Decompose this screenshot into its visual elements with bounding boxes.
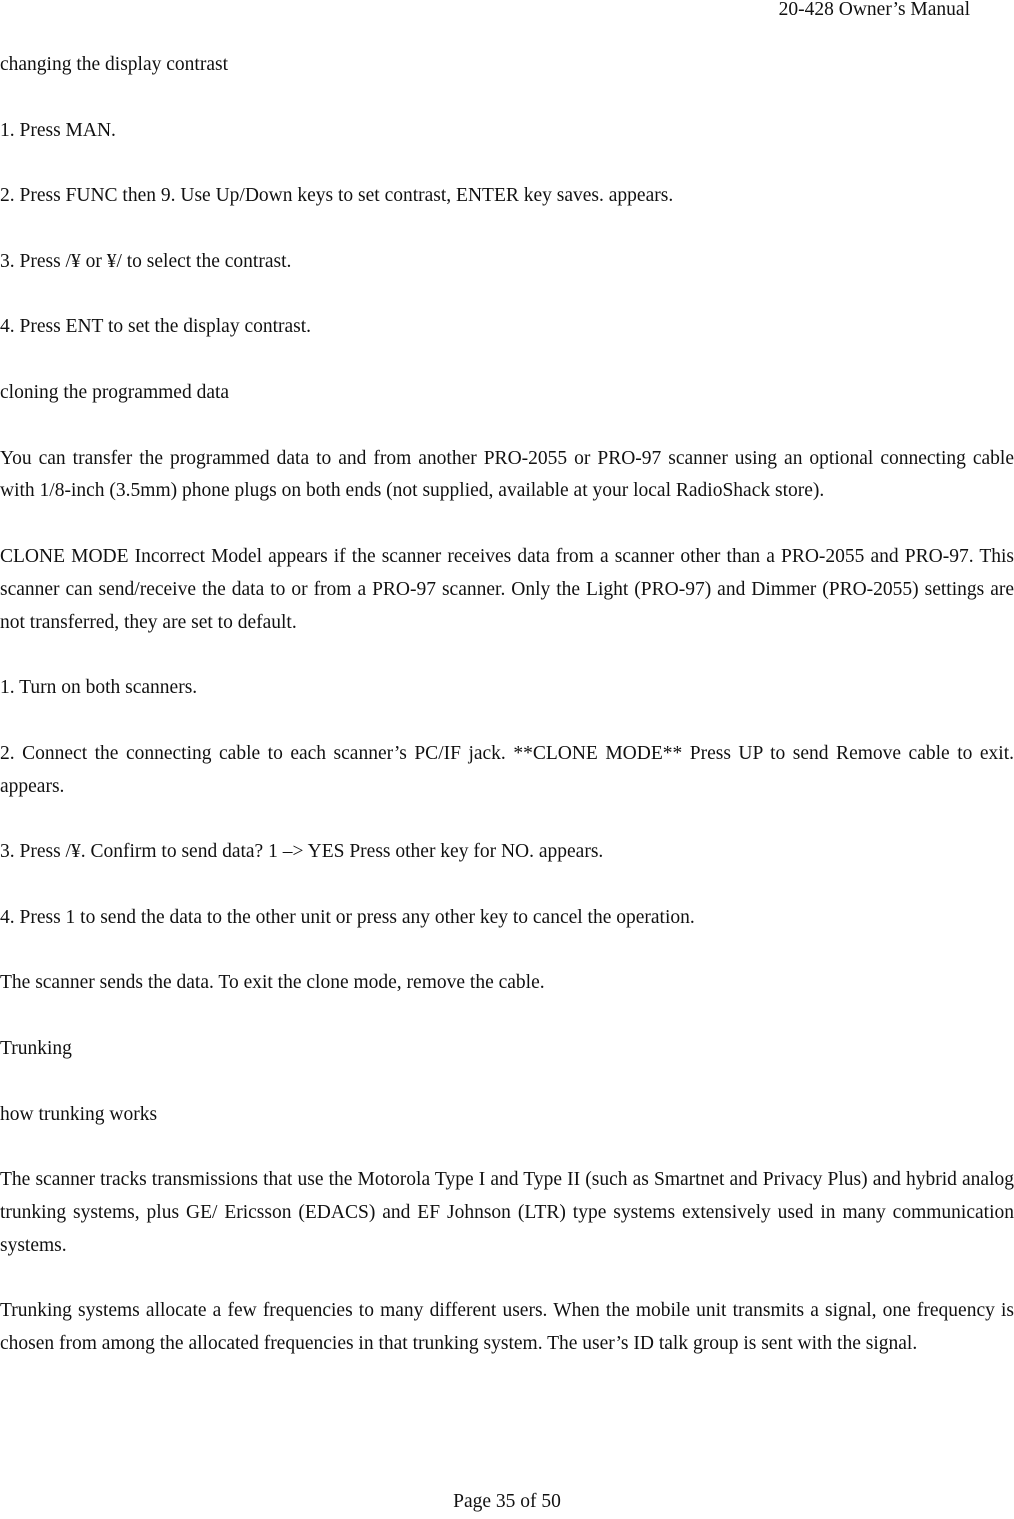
page-number-footer: Page 35 of 50: [453, 1491, 561, 1512]
section-heading-display-contrast: changing the display contrast: [0, 54, 228, 75]
cloning-intro-paragraph: You can transfer the programmed data to and from another PRO-2055 or PRO-97 scanner using an optional connecting cable with 1/8-inch (3.5mm) phone plugs on both ends (not supplied, available at your local RadioShack store).: [0, 447, 1014, 502]
manual-header-title: 20-428 Owner’s Manual: [778, 0, 970, 20]
clone-step-2: 2. Connect the connecting cable to each scanner’s PC/IF jack. **CLONE MODE** Press UP to send Remove cable to exit. appears.: [0, 742, 1014, 797]
page-content: [0, 49, 1014, 1394]
clone-result-paragraph: The scanner sends the data. To exit the clone mode, remove the cable.: [0, 972, 545, 994]
clone-step-4: 4. Press 1 to send the data to the other unit or press any other key to cancel the operation.: [0, 906, 695, 928]
clone-mode-note-paragraph: CLONE MODE Incorrect Model appears if the scanner receives data from a scanner other than a PRO-2055 and PRO-97. This scanner can send/receive the data to or from a PRO-97 scanner. Only the Light (PRO-97) and Dimmer (PRO-2055) settings are not transferred, they are set to default.: [0, 545, 1014, 633]
contrast-step-3: 3. Press /¥ or ¥/ to select the contrast.: [0, 250, 292, 272]
trunking-systems-supported-paragraph: The scanner tracks transmissions that use the Motorola Type I and Type II (such as Smartnet and Privacy Plus) and hybrid analog trunking systems, plus GE/ Ericsson (EDACS) and EF Johnson (LTR) type systems extensively used in many communication systems.: [0, 1169, 1014, 1256]
trunking-allocation-paragraph: Trunking systems allocate a few frequencies to many different users. When the mobile unit transmits a signal, one frequency is chosen from among the allocated frequencies in that trunking system. The user’s ID talk group is sent with the signal.: [0, 1300, 1014, 1355]
contrast-step-4: 4. Press ENT to set the display contrast.: [0, 316, 312, 338]
clone-step-3: 3. Press /¥. Confirm to send data? 1 –> YES Press other key for NO. appears.: [0, 841, 604, 863]
section-heading-how-trunking-works: how trunking works: [0, 1103, 158, 1125]
clone-step-1: 1. Turn on both scanners.: [0, 677, 198, 699]
chapter-heading-trunking: Trunking: [0, 1037, 72, 1059]
section-heading-cloning: cloning the programmed data: [0, 381, 230, 403]
contrast-step-1: 1. Press MAN.: [0, 119, 116, 141]
contrast-step-2: 2. Press FUNC then 9. Use Up/Down keys to set contrast, ENTER key saves. appears.: [0, 185, 674, 207]
